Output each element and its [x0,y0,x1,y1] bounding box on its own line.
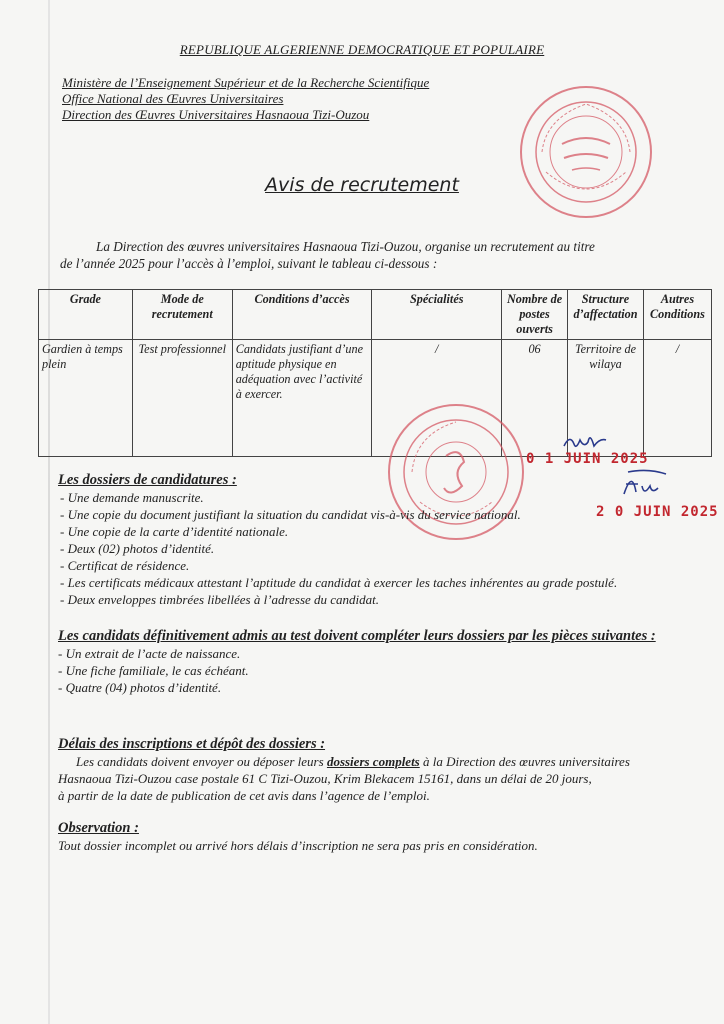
header-structure: Structure d’affectation [568,290,644,340]
table-row [39,340,712,457]
header-autres: Autres Conditions [643,290,711,340]
section-dossiers [58,472,617,608]
recruitment-table [38,289,712,457]
list-item: - Les certificats médicaux attestant l’aptitude du candidat à exercer les taches inhérentes au grade postulé. [60,575,618,590]
admis-heading: Les candidats définitivement admis au test doivent compléter leurs dossiers par les pièces suivantes : [58,628,656,644]
ministry-block [62,75,429,123]
cell-nombre: 06 [502,340,568,457]
list-item: - Une demande manuscrite. [60,490,204,505]
list-item: - Une copie du document justifiant la situation du candidat vis-à-vis du service national. [60,507,521,522]
signature-2 [618,466,672,500]
admis-list [58,645,678,696]
republic-header: REPUBLIQUE ALGERIENNE DEMOCRATIQUE ET POPULAIRE [179,42,545,57]
delais-line-3: à partir de la date de publication de cet avis dans l’agence de l’emploi. [58,788,430,803]
list-item: - Une copie de la carte d’identité nationale. [60,524,289,539]
office-line: Office National des Œuvres Universitaires [62,91,284,106]
intro-paragraph [60,238,680,272]
list-item: - Une fiche familiale, le cas échéant. [58,663,249,678]
direction-line: Direction des Œuvres Universitaires Hasnaoua Tizi-Ouzou [62,107,370,122]
cell-conditions: Candidats justifiant d’une aptitude physique en adéquation avec l’activité à exercer. [232,340,372,457]
section-delais [58,736,698,804]
table-header-row [39,290,712,340]
header-grade: Grade [39,290,133,340]
list-item: - Certificat de résidence. [60,558,190,573]
intro-line-1: La Direction des œuvres universitaires Hasnaoua Tizi-Ouzou, organise un recrutement au titre [96,239,595,254]
page-title: Avis de recrutement [265,174,459,196]
page-fold-line [48,0,50,1024]
signature-1 [560,424,610,454]
list-item: - Deux (02) photos d’identité. [60,541,215,556]
list-item: - Deux enveloppes timbrées libellées à l’adresse du candidat. [60,592,380,607]
intro-line-2: de l’année 2025 pour l’accès à l’emploi, suivant le tableau ci-dessous : [60,256,438,271]
cell-specialites: / [372,340,502,457]
delais-heading: Délais des inscriptions et dépôt des dossiers : [58,736,326,752]
list-item: - Quatre (04) photos d’identité. [58,680,222,695]
cell-structure: Territoire de wilaya [568,340,644,457]
delais-text-c: à la Direction des œuvres universitaires [419,754,630,769]
delais-line-2: Hasnaoua Tizi-Ouzou case postale 61 C Tizi-Ouzou, Krim Blekacem 15161, dans un délai de 20 jours, [58,771,592,786]
delais-text-bold: dossiers complets [326,754,420,769]
header-specialites: Spécialités [372,290,502,340]
dossiers-list [58,489,617,608]
seal-top-graphic [522,88,650,216]
header-nombre: Nombre de postes ouverts [502,290,568,340]
section-admis [58,628,678,696]
cell-mode: Test professionnel [132,340,232,457]
dossiers-heading-text: Les dossiers de candidatures [58,472,229,488]
cell-autres: / [643,340,711,457]
section-observation [58,820,698,854]
official-seal-top [520,86,652,218]
cell-grade: Gardien à temps plein [39,340,133,457]
observation-heading: Observation : [58,820,139,836]
date-stamp-1: 0 1 JUIN 2025 [526,451,649,467]
ministry-line: Ministère de l’Enseignement Supérieur et de la Recherche Scientifique [62,75,430,90]
header-mode: Mode de recrutement [132,290,232,340]
observation-text: Tout dossier incomplet ou arrivé hors délais d’inscription ne sera pas pris en considération. [58,838,538,853]
list-item: - Un extrait de l’acte de naissance. [58,646,241,661]
date-stamp-2: 2 0 JUIN 2025 [596,504,719,520]
header-conditions: Conditions d’accès [232,290,372,340]
dossiers-heading: Les dossiers de candidatures : [58,472,237,488]
delais-text-a: Les candidats doivent envoyer ou déposer leurs [76,754,327,769]
delais-line-1 [58,753,698,770]
